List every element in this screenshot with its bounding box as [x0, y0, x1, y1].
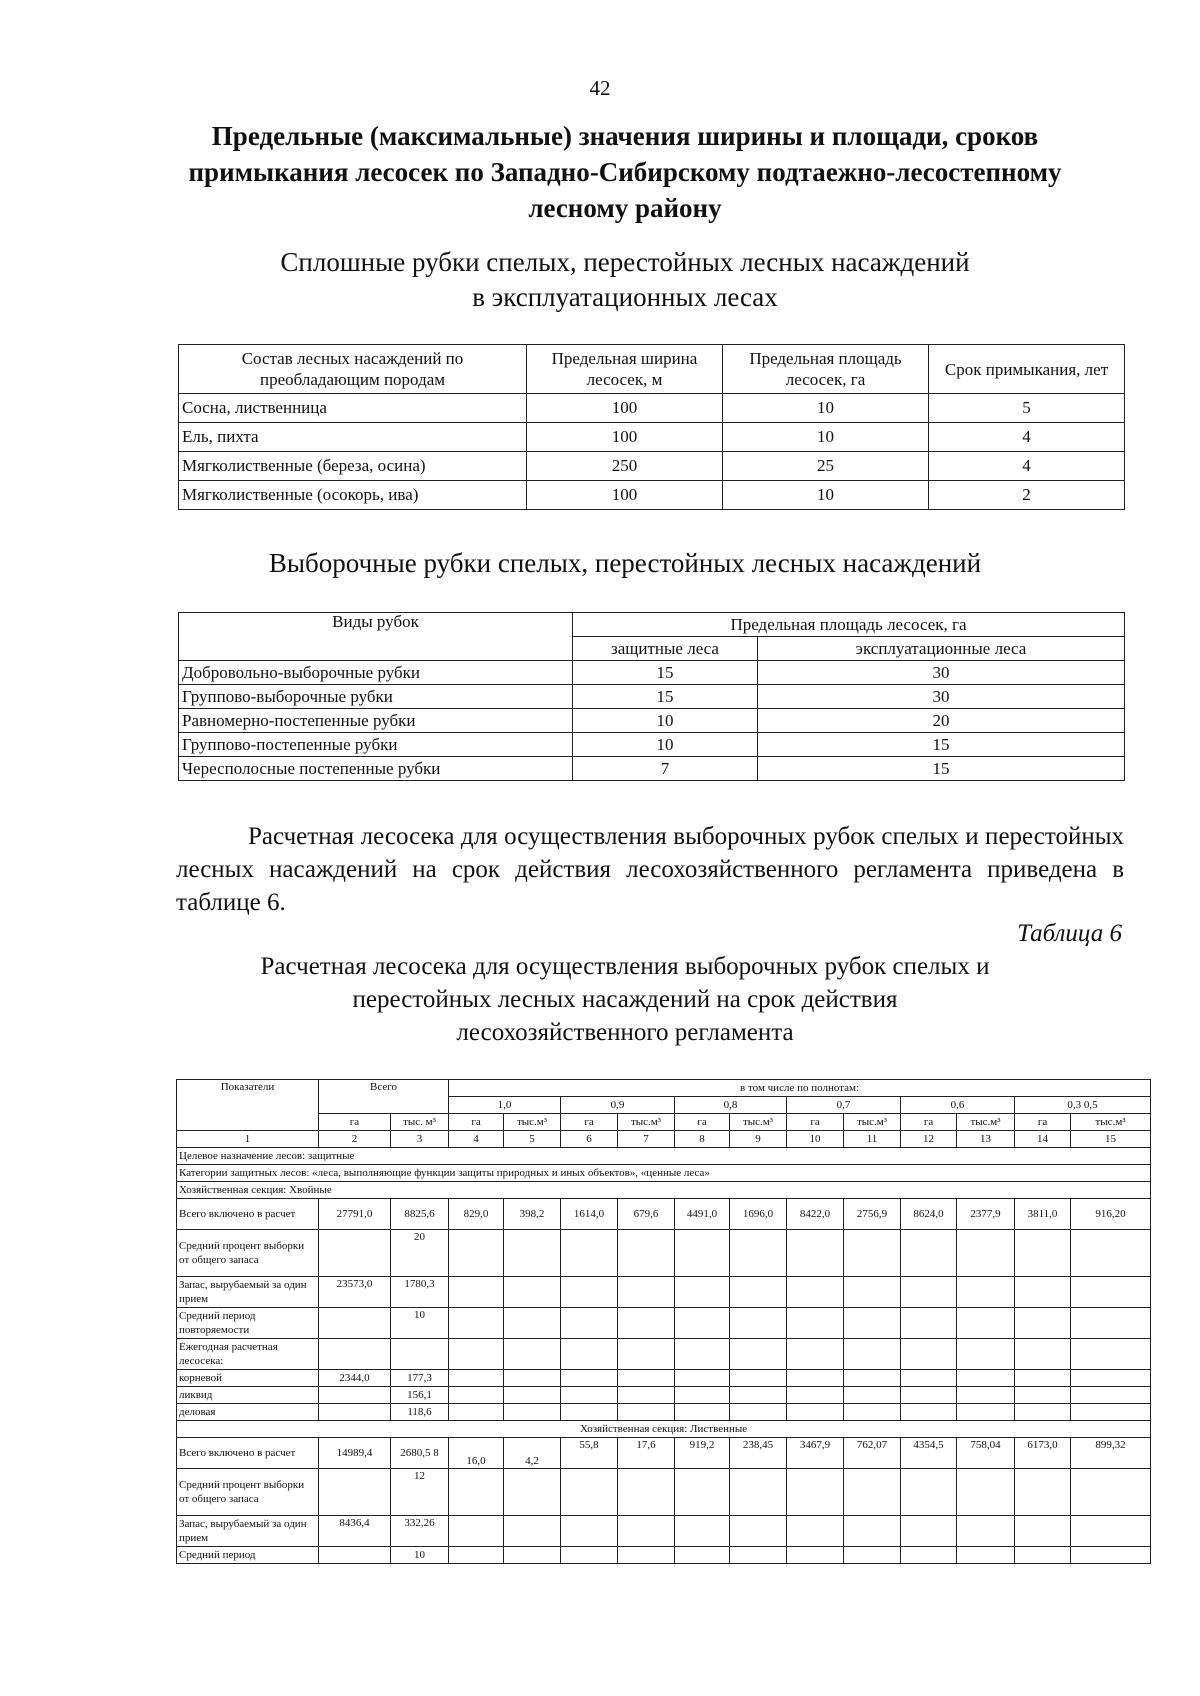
table-cell: 8422,0	[787, 1199, 844, 1230]
table-cell: 4354,5	[901, 1438, 957, 1469]
table-cell: 332,26	[391, 1516, 449, 1547]
row-label: деловая	[177, 1404, 319, 1421]
table-cell: 4,2	[504, 1438, 561, 1469]
table-cell: 1696,0	[730, 1199, 787, 1230]
table-row	[177, 1339, 1151, 1370]
table-cell: Мягколиственные (береза, осина)	[179, 452, 527, 481]
table-cell: 398,2	[504, 1199, 561, 1230]
row-label: Всего включено в расчет	[177, 1199, 319, 1230]
table-cell: 1614,0	[561, 1199, 618, 1230]
unit-row	[177, 1114, 1151, 1131]
table-cell: 8624,0	[901, 1199, 957, 1230]
table-cell: Чересполосные постепенные рубки	[179, 757, 573, 781]
unit-cell: га	[319, 1114, 391, 1131]
table-row	[179, 709, 1125, 733]
table-cell: 25	[723, 452, 929, 481]
table-cell: 100	[527, 394, 723, 423]
table-row	[177, 1199, 1151, 1230]
unit-cell: га	[901, 1114, 957, 1131]
table-cell: 2680,5 8	[391, 1438, 449, 1469]
table-cell: 5	[929, 394, 1125, 423]
table-cell: 10	[723, 423, 929, 452]
unit-cell: га	[561, 1114, 618, 1131]
table-cell: 23573,0	[319, 1277, 391, 1308]
col-number: 8	[675, 1131, 730, 1148]
row-label: Средний процент выборки от общего запаса	[177, 1469, 319, 1516]
table-row	[177, 1370, 1151, 1387]
table-cell: 15	[758, 733, 1125, 757]
unit-cell: тыс.м³	[844, 1114, 901, 1131]
row-label: Всего включено в расчет	[177, 1438, 319, 1469]
table-row	[177, 1148, 1151, 1165]
col-number: 1	[177, 1131, 319, 1148]
header-cell: Предельная площадь лесосек, га	[573, 613, 1125, 637]
col-number: 6	[561, 1131, 618, 1148]
unit-cell: тыс.м³	[957, 1114, 1015, 1131]
title-line: лесохозяйственного регламента	[456, 1019, 794, 1046]
title-line: примыкания лесосек по Западно-Сибирскому подтаежно-лесостепному	[188, 157, 1062, 187]
table-cell: 250	[527, 452, 723, 481]
unit-cell: га	[787, 1114, 844, 1131]
table-cell: 4	[929, 452, 1125, 481]
table-cell: 238,45	[730, 1438, 787, 1469]
table-cell: 3811,0	[1015, 1199, 1071, 1230]
table-cell: 15	[758, 757, 1125, 781]
table-cell: 10	[573, 709, 758, 733]
table-cell: 4	[929, 423, 1125, 452]
table-cell: 14989,4	[319, 1438, 391, 1469]
row-label: ликвид	[177, 1387, 319, 1404]
section-line: в эксплуатационных лесах	[472, 282, 778, 312]
header-cell: Состав лесных насаждений по преобладающим породам	[179, 345, 527, 394]
row-label: Запас, вырубаемый за один прием	[177, 1277, 319, 1308]
table-cell: 118,6	[391, 1404, 449, 1421]
table-row	[177, 1387, 1151, 1404]
unit-cell: тыс. м³	[391, 1114, 449, 1131]
table-cell: 829,0	[449, 1199, 504, 1230]
table-row	[179, 394, 1125, 423]
column-number-row	[177, 1131, 1151, 1148]
density-cell: 0,8	[675, 1097, 787, 1114]
table-cell: 100	[527, 423, 723, 452]
unit-cell: тыс.м³	[618, 1114, 675, 1131]
purpose-row: Целевое назначение лесов: защитные	[177, 1148, 1151, 1165]
header-cell: Срок примыкания, лет	[929, 345, 1125, 394]
table-row	[177, 1230, 1151, 1277]
table-row	[177, 1469, 1151, 1516]
table-row	[177, 1516, 1151, 1547]
table-row	[177, 1547, 1151, 1564]
header-cell: эксплуатационные леса	[758, 637, 1125, 661]
table-cell: 919,2	[675, 1438, 730, 1469]
table-cell: Сосна, лиственница	[179, 394, 527, 423]
header-cell: Предельная площадь лесосек, га	[723, 345, 929, 394]
table-cell: Группово-постепенные рубки	[179, 733, 573, 757]
table-row	[177, 1182, 1151, 1199]
intro-paragraph: Расчетная лесосека для осуществления выборочных рубок спелых и перестойных лесных насаждений на срок действия лесохозяйственного регламента приведена в таблице 6.	[176, 823, 1124, 916]
header-cell: Предельная ширина лесосек, м	[527, 345, 723, 394]
table-cell: 2344,0	[319, 1370, 391, 1387]
unit-cell: га	[449, 1114, 504, 1131]
table-cell: Равномерно-постепенные рубки	[179, 709, 573, 733]
table-row	[177, 1308, 1151, 1339]
title-line: Расчетная лесосека для осуществления выборочных рубок спелых и	[260, 953, 990, 980]
unit-cell: тыс.м³	[504, 1114, 561, 1131]
table-cell: 916,20	[1071, 1199, 1151, 1230]
table-cell: 30	[758, 685, 1125, 709]
col-number: 15	[1071, 1131, 1151, 1148]
table-row	[179, 661, 1125, 685]
table-cell: 4491,0	[675, 1199, 730, 1230]
unit-cell: тыс.м³	[1071, 1114, 1151, 1131]
table-cell: 8436,4	[319, 1516, 391, 1547]
density-cell: 0,9	[561, 1097, 675, 1114]
table-cell: 10	[723, 481, 929, 510]
row-label: корневой	[177, 1370, 319, 1387]
table-cell: 27791,0	[319, 1199, 391, 1230]
col-number: 4	[449, 1131, 504, 1148]
table-cell: 10	[723, 394, 929, 423]
header-cell: защитные леса	[573, 637, 758, 661]
density-cell: 0,7	[787, 1097, 901, 1114]
col-number: 3	[391, 1131, 449, 1148]
table-cell: 10	[573, 733, 758, 757]
table-cell: 20	[391, 1230, 449, 1277]
table-cell: 15	[573, 661, 758, 685]
table-row	[179, 481, 1125, 510]
table-header-row	[177, 1080, 1151, 1097]
table-row	[177, 1277, 1151, 1308]
row-label: Ежегодная расчетная лесосека:	[177, 1339, 319, 1370]
table-cell: 12	[391, 1469, 449, 1516]
density-cell: 1,0	[449, 1097, 561, 1114]
table-cell: 6173,0	[1015, 1438, 1071, 1469]
header-total: Всего	[319, 1080, 449, 1114]
table-reference: Таблица 6	[1017, 920, 1122, 947]
section-title-clearcut	[150, 245, 1100, 315]
table-cell: 16,0	[449, 1438, 504, 1469]
table-row	[177, 1438, 1151, 1469]
col-number: 11	[844, 1131, 901, 1148]
section-title-selective: Выборочные рубки спелых, перестойных лесных насаждений	[268, 548, 982, 578]
table-row	[179, 685, 1125, 709]
table-cell: 758,04	[957, 1438, 1015, 1469]
density-cell: 0,3 0,5	[1015, 1097, 1151, 1114]
header-by-density: в том числе по полнотам:	[449, 1080, 1151, 1097]
section-line: Сплошные рубки спелых, перестойных лесных насаждений	[280, 247, 970, 277]
table-cell: 2756,9	[844, 1199, 901, 1230]
table-cell: 10	[391, 1547, 449, 1564]
row-label: Запас, вырубаемый за один прием	[177, 1516, 319, 1547]
category-row: Категории защитных лесов: «леса, выполняющие функции защиты природных и иных объектов», «ценные леса»	[177, 1165, 1151, 1182]
table-cell: 8825,6	[391, 1199, 449, 1230]
table-cell: 17,6	[618, 1438, 675, 1469]
section-row-coniferous: Хозяйственная секция: Хвойные	[177, 1182, 1151, 1199]
table-cell: 15	[573, 685, 758, 709]
table-row	[179, 423, 1125, 452]
table-row	[179, 733, 1125, 757]
unit-cell: га	[675, 1114, 730, 1131]
title-line: лесному району	[528, 193, 722, 223]
table-cell: Мягколиственные (осокорь, ива)	[179, 481, 527, 510]
table-cell: 20	[758, 709, 1125, 733]
table-cell: 762,07	[844, 1438, 901, 1469]
col-number: 2	[319, 1131, 391, 1148]
table6-title	[150, 950, 1100, 1049]
table-cell: Добровольно-выборочные рубки	[179, 661, 573, 685]
col-number: 5	[504, 1131, 561, 1148]
col-number: 14	[1015, 1131, 1071, 1148]
table-cell: Ель, пихта	[179, 423, 527, 452]
table-cell: 1780,3	[391, 1277, 449, 1308]
table-cell: 55,8	[561, 1438, 618, 1469]
title-line: Предельные (максимальные) значения ширины и площади, сроков	[211, 121, 1039, 151]
unit-cell: га	[1015, 1114, 1071, 1131]
table-cell: 679,6	[618, 1199, 675, 1230]
clearcut-limits-table	[178, 344, 1125, 510]
density-cell: 0,6	[901, 1097, 1015, 1114]
table-cell: 177,3	[391, 1370, 449, 1387]
table-row	[179, 757, 1125, 781]
col-number: 12	[901, 1131, 957, 1148]
table-cell: 2377,9	[957, 1199, 1015, 1230]
page-number: 42	[589, 76, 611, 100]
table-row	[179, 452, 1125, 481]
table-row	[177, 1421, 1151, 1438]
table-header-row	[179, 613, 1125, 637]
header-cell: Виды рубок	[179, 613, 573, 661]
table-cell: 7	[573, 757, 758, 781]
table-cell: 899,32	[1071, 1438, 1151, 1469]
row-label: Средний период	[177, 1547, 319, 1564]
table-cell: 10	[391, 1308, 449, 1339]
document-title	[160, 118, 1090, 226]
table-cell: 2	[929, 481, 1125, 510]
table-cell: 30	[758, 661, 1125, 685]
table-cell: 100	[527, 481, 723, 510]
section-row-deciduous: Хозяйственная секция: Лиственные	[177, 1421, 1151, 1438]
col-number: 13	[957, 1131, 1015, 1148]
table-cell: 3467,9	[787, 1438, 844, 1469]
unit-cell: тыс.м³	[730, 1114, 787, 1131]
table-row	[177, 1404, 1151, 1421]
col-number: 9	[730, 1131, 787, 1148]
annual-cut-table	[176, 1079, 1151, 1564]
row-label: Средний период повторяемости	[177, 1308, 319, 1339]
table-row	[177, 1165, 1151, 1182]
table-header-row	[179, 345, 1125, 394]
title-line: перестойных лесных насаждений на срок действия	[352, 986, 898, 1013]
col-number: 7	[618, 1131, 675, 1148]
table-cell: Группово-выборочные рубки	[179, 685, 573, 709]
col-number: 10	[787, 1131, 844, 1148]
table-cell: 156,1	[391, 1387, 449, 1404]
header-indicators: Показатели	[177, 1080, 319, 1131]
row-label: Средний процент выборки от общего запаса	[177, 1230, 319, 1277]
selective-limits-table	[178, 612, 1125, 781]
